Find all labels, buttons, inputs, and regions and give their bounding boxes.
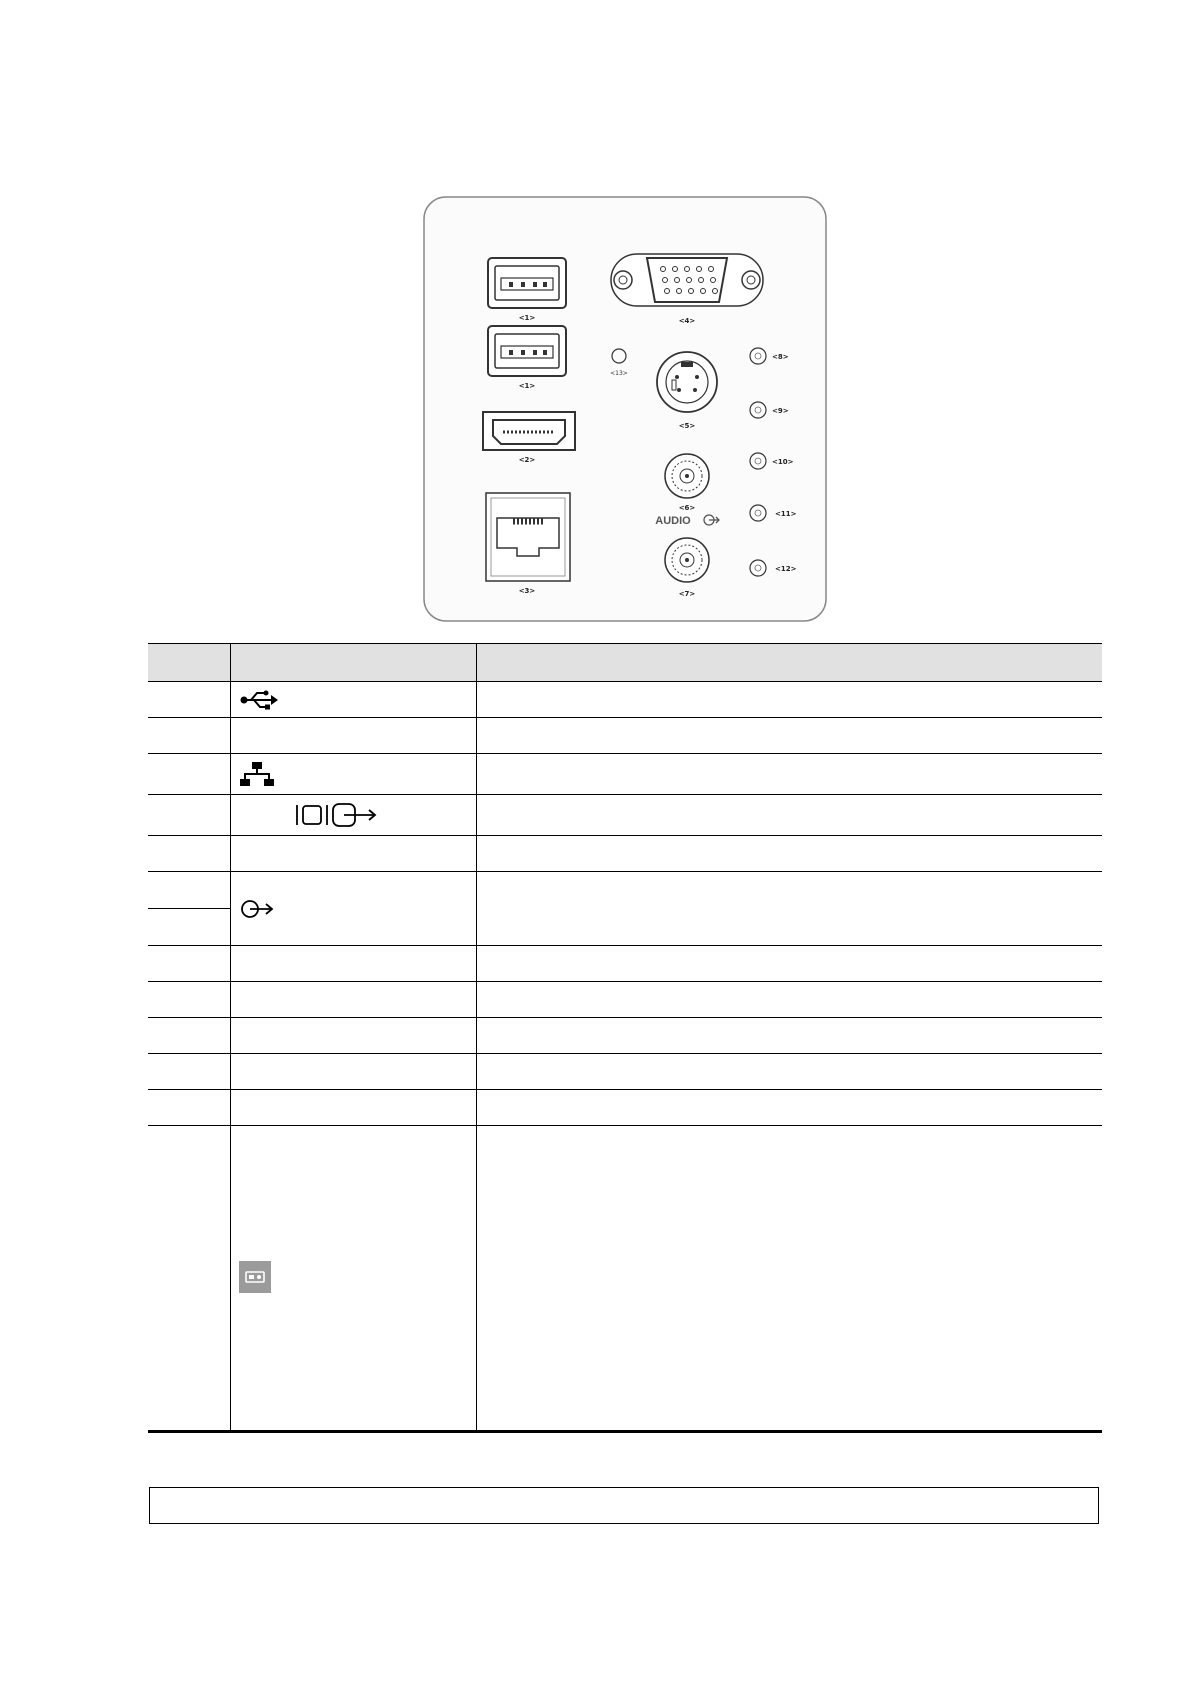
label-vga: <4> (678, 317, 696, 325)
audio-port (665, 454, 709, 498)
label-usb-top: <1> (518, 314, 536, 322)
vga-port (611, 254, 763, 306)
usb-port-top (488, 258, 566, 308)
port-8 (750, 348, 766, 364)
port-10 (750, 453, 766, 469)
header-cell-number (148, 644, 230, 682)
table-row (148, 795, 1102, 836)
hdmi-port (483, 412, 575, 450)
table-row (148, 682, 1102, 718)
table-header-row (148, 644, 1102, 682)
table-row (148, 872, 1102, 909)
connector-panel-figure (423, 196, 827, 622)
label-port-9: <9> (772, 407, 789, 415)
table-row (148, 982, 1102, 1018)
label-svideo: <5> (678, 422, 696, 430)
label-port-12: <12> (775, 565, 797, 573)
port-7 (665, 538, 709, 582)
network-icon (239, 761, 275, 787)
table-row (148, 754, 1102, 795)
label-usb-bottom: <1> (518, 382, 536, 390)
table-row (148, 1018, 1102, 1054)
table-row (148, 1054, 1102, 1090)
output-icon (239, 896, 275, 922)
table-row (148, 1090, 1102, 1126)
header-cell-function (476, 644, 1102, 682)
svideo-port (657, 352, 717, 412)
port-9 (750, 402, 766, 418)
port-12 (750, 560, 766, 576)
table-row (148, 946, 1102, 982)
table-row (148, 1126, 1102, 1432)
label-port-8: <8> (772, 353, 789, 361)
table-row (148, 836, 1102, 872)
usb-icon (239, 688, 279, 712)
label-port-11: <11> (775, 510, 797, 518)
port-11 (750, 505, 766, 521)
label-port-13: <13> (610, 370, 628, 377)
label-port-7: <7> (678, 590, 696, 598)
label-hdmi: <2> (518, 456, 536, 464)
table-row (148, 718, 1102, 754)
remote-control-icon (239, 1261, 271, 1293)
video-output-icon (295, 802, 379, 828)
network-port (486, 493, 570, 581)
usb-port-bottom (488, 326, 566, 376)
label-network: <3> (518, 587, 536, 595)
note-box (149, 1487, 1099, 1524)
ports-table (148, 643, 1102, 1433)
label-audio-port: <6> (678, 504, 696, 512)
header-cell-symbol (230, 644, 476, 682)
label-port-10: <10> (772, 458, 794, 466)
audio-text: AUDIO (655, 515, 691, 527)
